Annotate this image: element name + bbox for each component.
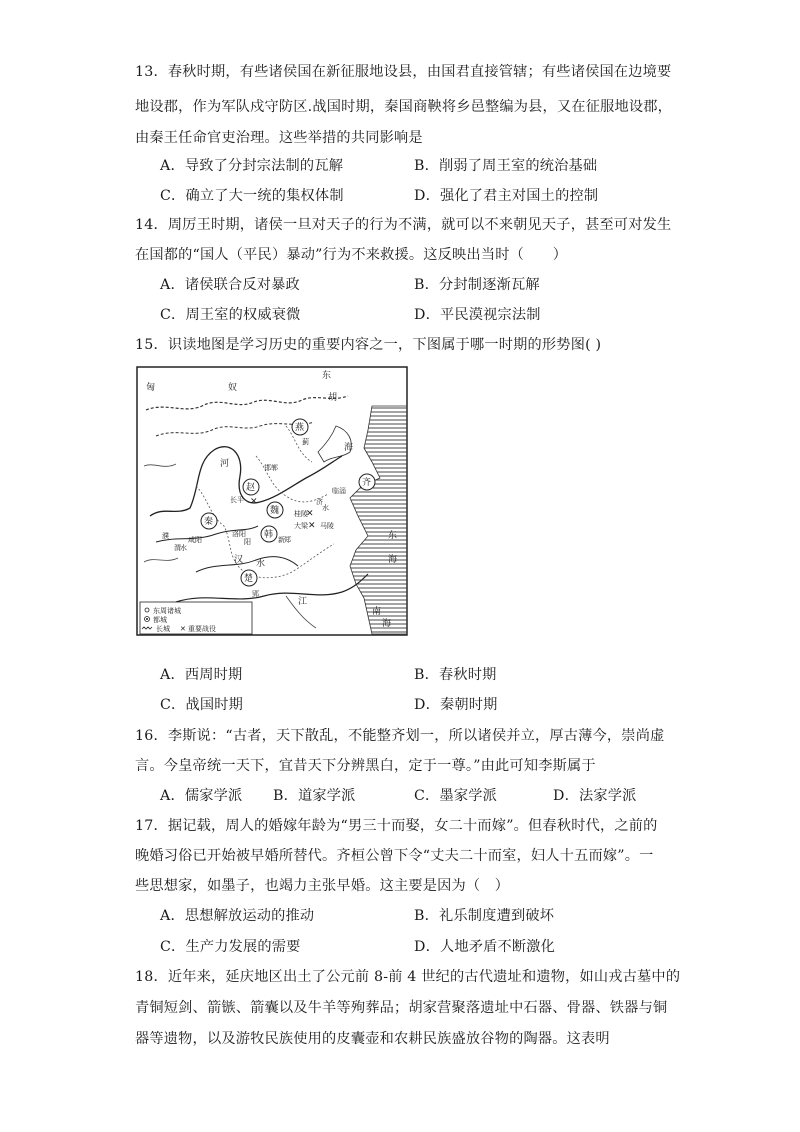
q16-stem-line-2: 言。今皇帝统一天下，宜昔天下分辨黑白，定于一尊。”由此可知李斯属于 — [135, 758, 596, 774]
label-dong: 东 — [322, 371, 332, 381]
label-zhao: 赵 — [246, 483, 256, 493]
label-han-river: 汉 — [234, 555, 244, 565]
q14-stem-line-2: 在国都的“国人（平民）暴动”行为不来救援。这反映出当时（ ） — [135, 247, 568, 263]
warring-states-map — [136, 366, 408, 636]
label-xiong: 匈 — [146, 383, 156, 393]
q15-option-c[interactable]: C．战国时期 — [160, 697, 243, 713]
label-luoyang: 洛阳 — [232, 530, 246, 538]
q18-stem-line-3: 器等遗物，以及游牧民族使用的皮囊壶和农耕民族盛放谷物的陶器。这表明 — [135, 1031, 610, 1047]
q16-option-a[interactable]: A．儒家学派 — [160, 788, 243, 804]
q17-option-b[interactable]: B．礼乐制度遭到破坏 — [414, 908, 555, 924]
map-svg — [136, 366, 408, 636]
q17-stem-line-1: 17．据记载，周人的婚嫁年龄为“男三十而娶，女二十而嫁”。但春秋时代，之前的 — [135, 818, 658, 834]
q16-option-b[interactable]: B．道家学派 — [273, 788, 356, 804]
q14-option-c[interactable]: C．周王室的权威衰微 — [160, 307, 301, 323]
q14-option-a[interactable]: A．诸侯联合反对暴政 — [160, 277, 300, 293]
q14-stem-line-1: 14．周厉王时期，诸侯一旦对天子的行为不满，就可以不来朝见天子，甚至可对发生 — [135, 217, 672, 233]
q16-option-d[interactable]: D．法家学派 — [553, 788, 637, 804]
battle-guiling-icon: ✕ — [306, 509, 314, 519]
label-ji-shui: 水 — [322, 504, 329, 512]
label-xin: 新 — [278, 536, 285, 544]
q16-option-c[interactable]: C．墨家学派 — [414, 788, 497, 804]
battle-maling-icon: ✕ — [308, 521, 316, 531]
label-zheng: 郑 — [284, 536, 291, 544]
label-linzi: 临淄 — [332, 487, 346, 495]
battle-changping-icon: ✕ — [250, 497, 258, 507]
label-ying: 郢 — [252, 590, 259, 598]
legend-battle-icon: ✕ — [180, 625, 186, 633]
label-guiling: 桂陵 — [294, 510, 308, 518]
q14-option-b[interactable]: B．分封制逐渐瓦解 — [414, 277, 540, 293]
q17-option-c[interactable]: C．生产力发展的需要 — [160, 939, 301, 955]
label-nan-hai: 海 — [382, 619, 392, 629]
label-sea-hai-2: 海 — [388, 555, 398, 565]
q14-option-d[interactable]: D．平民漠视宗法制 — [414, 307, 541, 323]
label-jiang: 江 — [298, 597, 308, 607]
label-maling: 马陵 — [320, 522, 334, 530]
label-shui: 水 — [256, 559, 266, 569]
q17-stem-line-2: 晚婚习俗已开始被早婚所替代。齐桓公曾下令“丈夫二十而室，妇人十五而嫁”。一 — [135, 848, 654, 864]
label-yang: 阳 — [244, 538, 251, 546]
label-daliang: 大梁 — [294, 522, 308, 530]
label-wei-shui: 水 — [180, 544, 187, 552]
q17-option-a[interactable]: A．思想解放运动的推动 — [160, 908, 315, 924]
label-nan: 南 — [372, 607, 382, 617]
label-xianyang: 咸阳 — [188, 536, 202, 544]
label-pu: 濮 — [162, 532, 169, 540]
q13-option-a[interactable]: A．导致了分封宗法制的瓦解 — [160, 158, 344, 174]
label-changping: 长平 — [230, 496, 244, 504]
legend-battle-label: 重要战役 — [188, 625, 216, 633]
q18-stem-line-1: 18．近年来，延庆地区出土了公元前 8-前 4 世纪的古代遗址和遗物，如山戎古墓中的 — [135, 969, 681, 985]
label-sea-hai: 海 — [344, 443, 354, 453]
legend-capital-label: 都城 — [153, 616, 167, 624]
q13-stem-line-3: 由秦王任命官吏治理。这些举措的共同影响是 — [135, 130, 423, 146]
label-handan: 邯郸 — [264, 464, 278, 472]
label-yan: 燕 — [295, 423, 305, 433]
q16-stem-line-1: 16．李斯说：“古者，天下散乱，不能整齐划一，所以诸侯并立，厚古薄今，崇尚虚 — [135, 728, 665, 744]
q13-stem-line-2: 地设郡，作为军队戍守防区.战国时期，秦国商鞅将乡邑整编为县，又在征服地设郡， — [135, 99, 673, 115]
q15-stem-line-1: 15．识读地图是学习历史的重要内容之一，下图属于哪一时期的形势图( ) — [135, 337, 602, 353]
q13-option-d[interactable]: D．强化了君主对国土的控制 — [414, 188, 599, 204]
q17-option-d[interactable]: D．人地矛盾不断激化 — [414, 939, 556, 955]
q13-stem-line-1: 13．春秋时期，有些诸侯国在新征服地设县，由国君直接管辖；有些诸侯国在边境要 — [135, 64, 672, 80]
q18-stem-line-2: 青铜短剑、箭镞、箭囊以及牛羊等殉葬品；胡家营聚落遗址中石器、骨器、铁器与铜 — [135, 1000, 668, 1016]
q15-option-b[interactable]: B．春秋时期 — [414, 667, 497, 683]
label-chu: 楚 — [244, 574, 254, 584]
q13-option-b[interactable]: B．削弱了周王室的统治基础 — [414, 158, 598, 174]
label-qin: 秦 — [204, 517, 214, 527]
q13-option-c[interactable]: C．确立了大一统的集权体制 — [160, 188, 344, 204]
label-wei: 魏 — [270, 506, 280, 516]
q15-option-d[interactable]: D．秦朝时期 — [414, 697, 498, 713]
label-ji-river: 济 — [316, 498, 323, 506]
legend-city-label: 东周诸城 — [153, 607, 181, 615]
label-river-he: 河 — [220, 459, 230, 469]
legend-wall-label: 长城 — [156, 625, 170, 633]
label-ji: 蓟 — [302, 438, 309, 446]
q15-option-a[interactable]: A．西周时期 — [160, 667, 243, 683]
label-qi: 齐 — [362, 478, 372, 488]
label-nu: 奴 — [228, 383, 238, 393]
q17-stem-line-3: 些思想家，如墨子，也竭力主张早婚。这主要是因为（ ） — [135, 878, 510, 894]
label-sea-dong: 东 — [388, 531, 398, 541]
label-han: 韩 — [264, 530, 274, 540]
label-wei-river: 渭 — [174, 544, 181, 552]
label-hu: 胡 — [328, 393, 338, 403]
legend-capital-dot-icon — [146, 618, 148, 620]
